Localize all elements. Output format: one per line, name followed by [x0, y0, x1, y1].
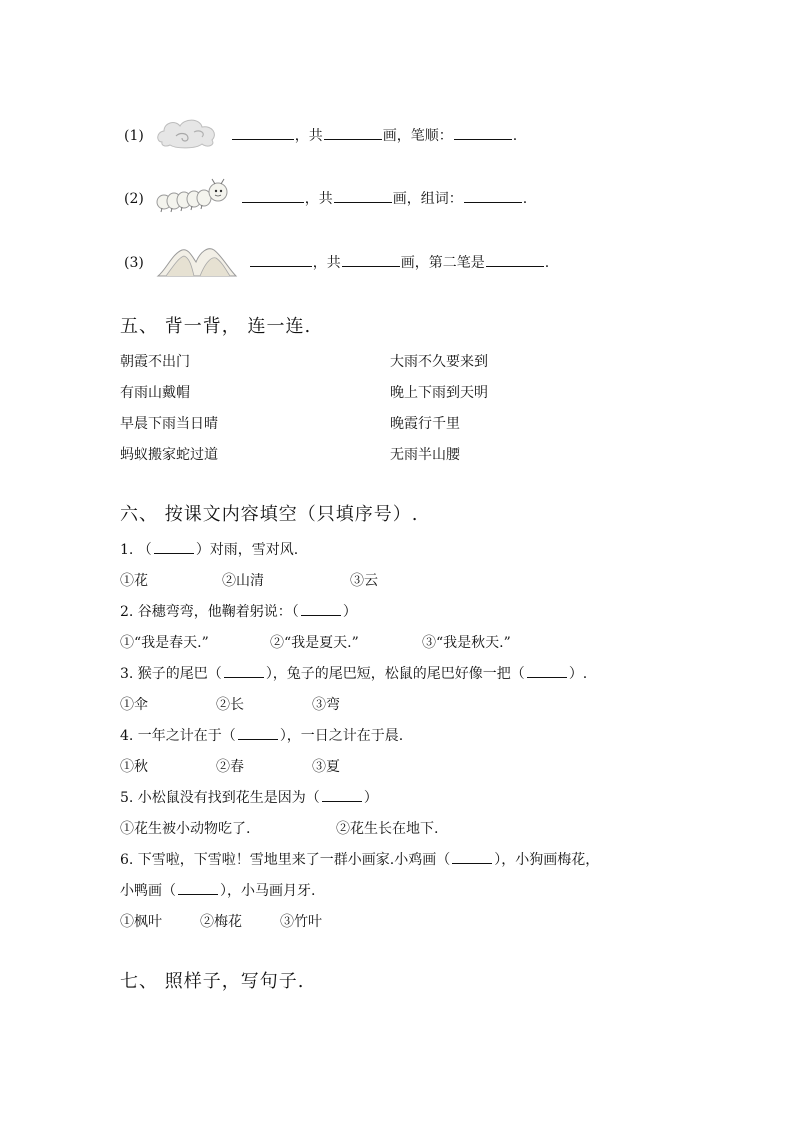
caterpillar-picture — [156, 178, 230, 220]
q6-options-1 — [120, 571, 378, 591]
q5-right-2[interactable]: 晚上下雨到天明 — [390, 385, 488, 401]
q6-options-2 — [120, 633, 511, 653]
answer-blank[interactable] — [301, 603, 341, 616]
q6-question-4 — [120, 726, 403, 746]
q6-options-3 — [120, 695, 340, 715]
section-5-title: 五、 背一背， 连一连. — [120, 316, 312, 337]
item-number: (1) — [124, 128, 144, 144]
question-text: ），一日之计在于晨. — [279, 728, 404, 744]
q6-question-2 — [120, 602, 357, 622]
q6-question-1 — [120, 540, 298, 560]
answer-blank[interactable] — [238, 727, 278, 740]
question-text: 3. 猴子的尾巴（ — [120, 666, 222, 682]
option[interactable]: ②“我是夏天.” — [270, 635, 359, 651]
char-blank[interactable] — [250, 252, 312, 267]
option[interactable]: ②长 — [216, 697, 244, 713]
question-text: ）. — [568, 666, 588, 682]
q4-item-2 — [124, 178, 527, 220]
q6-options-5 — [120, 819, 438, 839]
option[interactable]: ①花生被小动物吃了. — [120, 821, 251, 837]
question-text: 2. 谷穗弯弯，他鞠着躬说：（ — [120, 604, 299, 620]
q6-options-4 — [120, 757, 340, 777]
q5-left-3[interactable]: 早晨下雨当日晴 — [120, 416, 218, 432]
question-text: ），小马画月牙. — [220, 883, 316, 899]
q5-left-4[interactable]: 蚂蚁搬家蛇过道 — [120, 447, 218, 463]
option[interactable]: ③“我是秋天.” — [422, 635, 511, 651]
question-text: ） — [363, 790, 378, 806]
option[interactable]: ②花生长在地下. — [336, 821, 439, 837]
answer-blank[interactable] — [454, 125, 512, 140]
item-number: (2) — [124, 191, 144, 207]
question-text: 4. 一年之计在于（ — [120, 728, 236, 744]
option[interactable]: ①花 — [120, 573, 148, 589]
period: . — [544, 255, 550, 271]
option[interactable]: ③弯 — [312, 697, 340, 713]
text-total: ，共 — [294, 128, 323, 144]
cloud-picture — [156, 116, 220, 156]
answer-blank[interactable] — [154, 541, 194, 554]
q4-item-1 — [124, 116, 517, 156]
option[interactable]: ②梅花 — [200, 914, 242, 930]
option[interactable]: ③夏 — [312, 759, 340, 775]
option[interactable]: ①秋 — [120, 759, 148, 775]
stroke-count-blank[interactable] — [342, 252, 400, 267]
text-word: 画，组词： — [392, 191, 463, 207]
q5-left-1[interactable]: 朝霞不出门 — [120, 354, 190, 370]
option[interactable]: ①伞 — [120, 697, 148, 713]
q6-question-5 — [120, 788, 378, 808]
period: . — [512, 128, 518, 144]
section-7-title: 七、 照样子，写句子. — [120, 971, 305, 992]
q5-left-2[interactable]: 有雨山戴帽 — [120, 385, 190, 401]
option[interactable]: ①枫叶 — [120, 914, 162, 930]
item-number: (3) — [124, 255, 144, 271]
answer-blank[interactable] — [452, 851, 492, 864]
q5-right-4[interactable]: 无雨半山腰 — [390, 447, 460, 463]
char-blank[interactable] — [232, 125, 294, 140]
mountain-picture — [156, 240, 238, 286]
answer-blank[interactable] — [224, 665, 264, 678]
question-text: 小鸭画（ — [120, 883, 176, 899]
period: . — [522, 191, 528, 207]
question-text: 1. （ — [120, 542, 152, 558]
q6-options-6 — [120, 912, 322, 932]
text-total: ，共 — [304, 191, 333, 207]
q5-right-1[interactable]: 大雨不久要来到 — [390, 354, 488, 370]
option[interactable]: ②山清 — [222, 573, 264, 589]
q4-item-3 — [124, 240, 549, 286]
option[interactable]: ②春 — [216, 759, 244, 775]
stroke-count-blank[interactable] — [324, 125, 382, 140]
answer-blank[interactable] — [178, 882, 218, 895]
q6-question-6a — [120, 850, 599, 870]
option[interactable]: ③竹叶 — [280, 914, 322, 930]
q5-right-3[interactable]: 晚霞行千里 — [390, 416, 460, 432]
section-6-title: 六、 按课文内容填空（只填序号）. — [120, 504, 419, 525]
question-text: ），兔子的尾巴短，松鼠的尾巴好像一把（ — [265, 666, 525, 682]
q6-question-3 — [120, 664, 587, 684]
answer-blank[interactable] — [464, 188, 522, 203]
question-text: ），小狗画梅花， — [494, 852, 600, 868]
text-total: ，共 — [312, 255, 341, 271]
text-second-stroke: 画，第二笔是 — [400, 255, 485, 271]
answer-blank[interactable] — [527, 665, 567, 678]
question-text: 5. 小松鼠没有找到花生是因为（ — [120, 790, 320, 806]
answer-blank[interactable] — [486, 252, 544, 267]
stroke-count-blank[interactable] — [334, 188, 392, 203]
question-text: ）对雨，雪对风. — [195, 542, 299, 558]
answer-blank[interactable] — [322, 789, 362, 802]
q6-question-6b — [120, 881, 315, 901]
text-stroke-order: 画，笔顺： — [382, 128, 453, 144]
question-text: 6. 下雪啦，下雪啦！雪地里来了一群小画家.小鸡画（ — [120, 852, 451, 868]
option[interactable]: ①“我是春天.” — [120, 635, 209, 651]
char-blank[interactable] — [242, 188, 304, 203]
option[interactable]: ③云 — [350, 573, 378, 589]
question-text: ） — [342, 604, 357, 620]
